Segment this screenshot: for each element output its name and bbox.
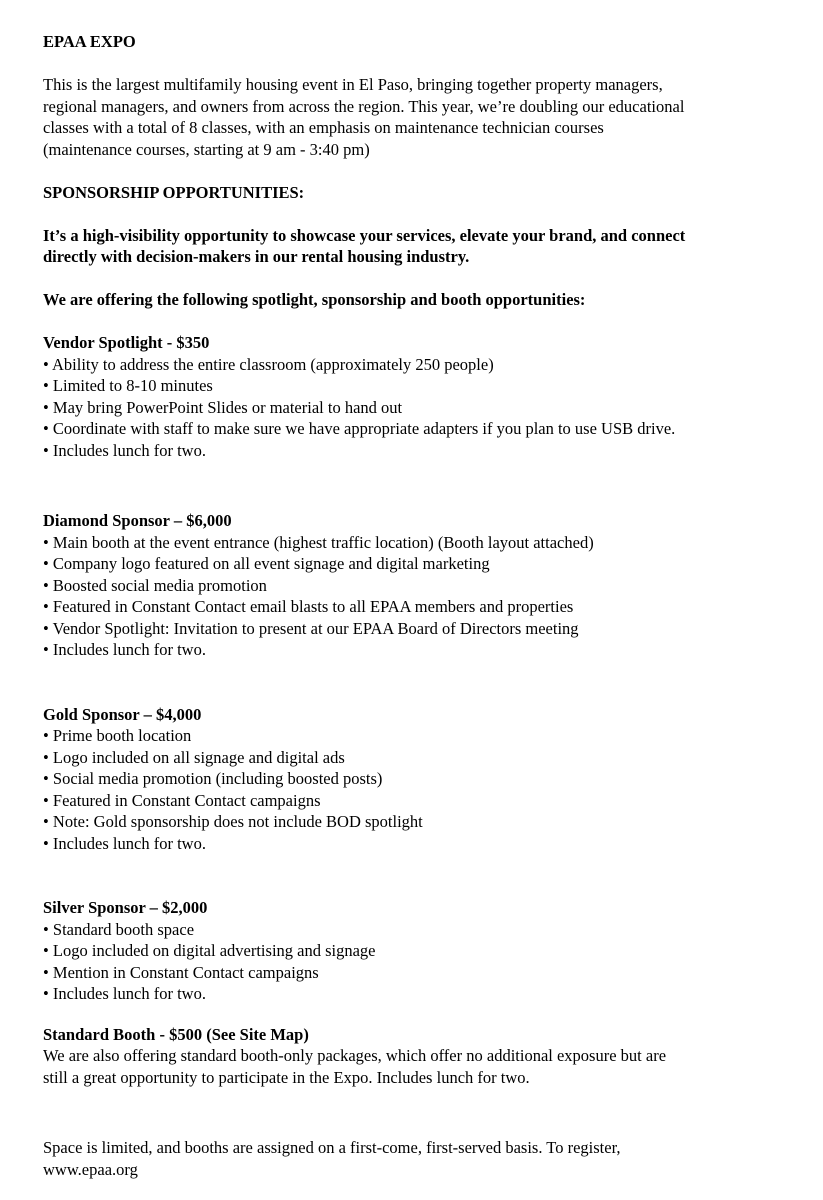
document-page: [43, 31, 780, 1180]
package-standard-booth: [43, 1024, 780, 1089]
package-title: Standard Booth - $500 (See Site Map): [43, 1024, 309, 1044]
package-title: Diamond Sponsor – $6,000: [43, 511, 232, 530]
offerings-heading: We are offering the following spotlight, sponsorship and booth opportunities:: [43, 290, 586, 309]
intro-line: (maintenance courses, starting at 9 am - 3:40 pm): [43, 139, 370, 159]
package-gold-sponsor: [43, 704, 780, 855]
bullet-item: • Vendor Spotlight: Invitation to present at our EPAA Board of Directors meeting: [43, 618, 579, 638]
package-vendor-spotlight: [43, 332, 780, 461]
bullet-item: • Company logo featured on all event signage and digital marketing: [43, 554, 490, 573]
bullet-item: • Featured in Constant Contact email blasts to all EPAA members and properties: [43, 597, 574, 616]
bullet-item: • Featured in Constant Contact campaigns: [43, 790, 321, 810]
bullet-item: • Includes lunch for two.: [43, 984, 206, 1003]
package-silver-sponsor: [43, 897, 780, 1005]
bullet-item: • Includes lunch for two.: [43, 640, 206, 659]
bullet-item: • Limited to 8-10 minutes: [43, 376, 213, 395]
package-diamond-sponsor: [43, 510, 780, 661]
bullet-item: • Mention in Constant Contact campaigns: [43, 962, 319, 982]
intro-line: classes with a total of 8 classes, with an emphasis on maintenance technician courses: [43, 118, 604, 137]
bullet-item: • Standard booth space: [43, 919, 195, 939]
bullet-item: • Note: Gold sponsorship does not include BOD spotlight: [43, 812, 423, 831]
intro-line: This is the largest multifamily housing event in El Paso, bringing together property managers,: [43, 75, 663, 94]
bullet-item: • Main booth at the event entrance (highest traffic location) (Booth layout attached): [43, 532, 594, 552]
bullet-item: • Logo included on digital advertising and signage: [43, 941, 376, 960]
bullet-item: • Includes lunch for two.: [43, 833, 206, 853]
pitch-line: directly with decision-makers in our rental housing industry.: [43, 247, 470, 266]
pitch-line: It’s a high-visibility opportunity to showcase your services, elevate your brand, and connect: [43, 225, 686, 245]
epaa-website-link[interactable]: www.epaa.org: [43, 1159, 138, 1179]
closing-line: Space is limited, and booths are assigned on a first-come, first-served basis. To register,: [43, 1138, 621, 1157]
intro-line: regional managers, and owners from across the region. This year, we’re doubling our educational: [43, 96, 685, 116]
intro-paragraph: [43, 74, 780, 160]
standard-booth-line: still a great opportunity to participate in the Expo. Includes lunch for two.: [43, 1067, 530, 1087]
document-title: EPAA EXPO: [43, 32, 136, 51]
bullet-item: • Coordinate with staff to make sure we have appropriate adapters if you plan to use USB drive.: [43, 419, 676, 438]
bullet-item: • Social media promotion (including boosted posts): [43, 769, 383, 788]
bullet-item: • Logo included on all signage and digital ads: [43, 747, 345, 767]
bullet-item: • Includes lunch for two.: [43, 440, 206, 460]
sponsorship-opportunities-heading: SPONSORSHIP OPPORTUNITIES:: [43, 182, 305, 202]
bullet-item: • Boosted social media promotion: [43, 575, 267, 595]
package-title: Vendor Spotlight - $350: [43, 333, 210, 352]
standard-booth-line: We are also offering standard booth-only packages, which offer no additional exposure but are: [43, 1046, 667, 1065]
package-title: Gold Sponsor – $4,000: [43, 704, 202, 724]
bullet-item: • Prime booth location: [43, 726, 192, 745]
closing-paragraph: [43, 1137, 780, 1180]
package-title: Silver Sponsor – $2,000: [43, 898, 208, 917]
bullet-item: • May bring PowerPoint Slides or material to hand out: [43, 397, 403, 417]
pitch-paragraph: [43, 225, 780, 268]
bullet-item: • Ability to address the entire classroom (approximately 250 people): [43, 354, 494, 374]
